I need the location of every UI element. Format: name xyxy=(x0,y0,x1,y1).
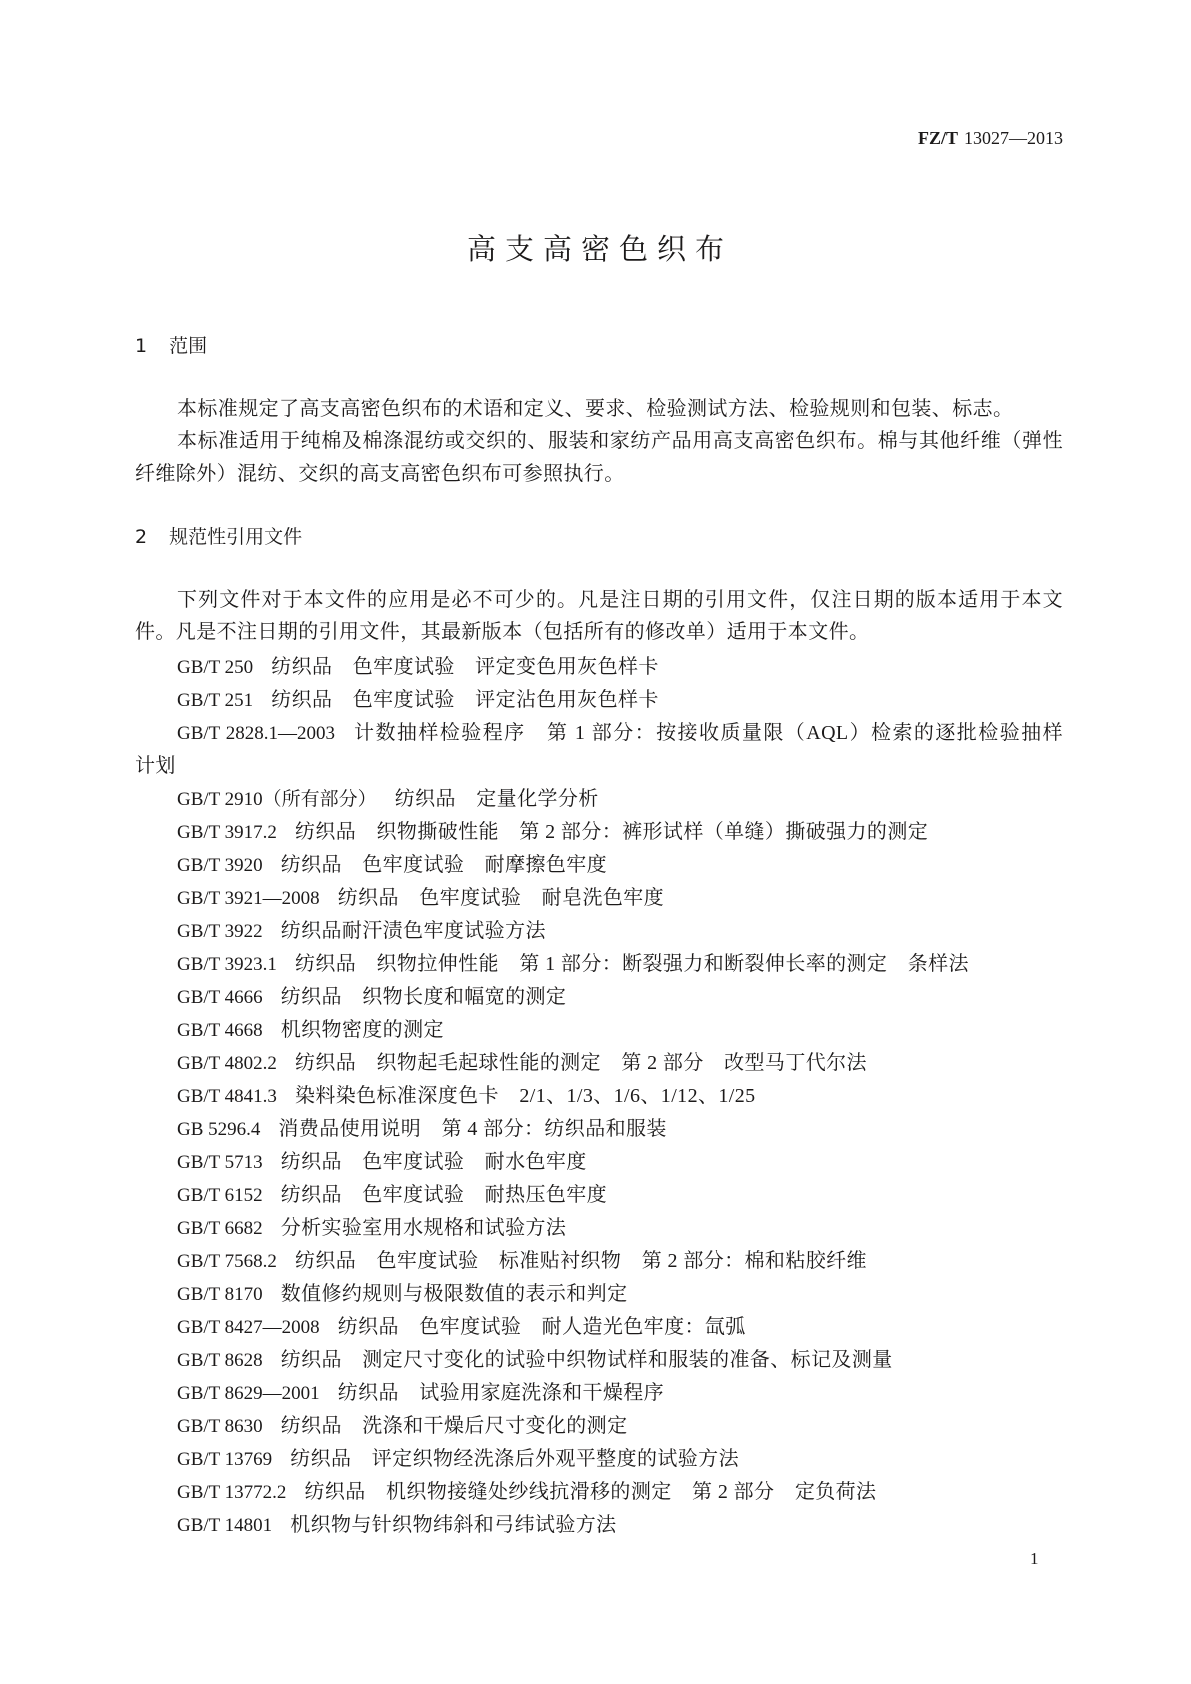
reference-title: 纺织品 色牢度试验 耐人造光色牢度：氙弧 xyxy=(337,1316,746,1338)
reference-code: GB/T 3921—2008 xyxy=(177,888,320,909)
reference-item xyxy=(135,1212,1063,1245)
reference-title: 消费品使用说明 第 4 部分：纺织品和服装 xyxy=(278,1118,667,1140)
page-number: 1 xyxy=(1030,1549,1039,1568)
reference-item xyxy=(135,1113,1063,1146)
standard-code-number: 13027—2013 xyxy=(964,128,1063,148)
reference-code: GB/T 4802.2 xyxy=(177,1053,277,1074)
section-normative-references xyxy=(135,521,1063,649)
reference-title: 纺织品 色牢度试验 标准贴衬织物 第 2 部分：棉和粘胶纤维 xyxy=(294,1250,867,1272)
reference-title: 分析实验室用水规格和试验方法 xyxy=(280,1217,567,1239)
reference-item xyxy=(135,915,1063,948)
reference-title: 染料染色标准深度色卡 2/1、1/3、1/6、1/12、1/25 xyxy=(294,1085,756,1107)
reference-item xyxy=(135,1410,1063,1443)
reference-code: GB/T 14801 xyxy=(177,1515,273,1536)
reference-item xyxy=(135,1014,1063,1047)
reference-item xyxy=(135,882,1063,915)
reference-item xyxy=(135,849,1063,882)
paragraph-line: 件。凡是不注日期的引用文件，其最新版本（包括所有的修改单）适用于本文件。 xyxy=(135,621,870,644)
reference-code: GB/T 8629—2001 xyxy=(177,1383,320,1404)
reference-title: 纺织品 织物起毛起球性能的测定 第 2 部分 改型马丁代尔法 xyxy=(294,1052,867,1074)
reference-title: 纺织品 洗涤和干燥后尺寸变化的测定 xyxy=(280,1415,628,1437)
reference-code: GB/T 3923.1 xyxy=(177,954,277,975)
reference-title: 纺织品 织物拉伸性能 第 1 部分：断裂强力和断裂伸长率的测定 条样法 xyxy=(294,953,969,975)
reference-code: GB/T 6682 xyxy=(177,1218,263,1239)
reference-code: GB/T 3922 xyxy=(177,921,263,942)
section-heading xyxy=(135,521,1063,554)
reference-item xyxy=(135,1476,1063,1509)
reference-code: GB/T 13769 xyxy=(177,1449,273,1470)
paragraph xyxy=(135,393,1063,491)
reference-code: GB/T 8170 xyxy=(177,1284,263,1305)
reference-title: 纺织品 定量化学分析 xyxy=(394,788,599,810)
reference-title: 数值修约规则与极限数值的表示和判定 xyxy=(280,1283,628,1305)
reference-item xyxy=(135,816,1063,849)
reference-title: 计数抽样检验程序 第 1 部分：按接收质量限（AQL）检索的逐批检验抽样 xyxy=(352,722,1063,744)
reference-title: 机织物与针织物纬斜和弓纬试验方法 xyxy=(290,1514,617,1536)
section-number: 2 xyxy=(135,526,148,548)
section-scope xyxy=(135,330,1063,490)
reference-item xyxy=(135,1311,1063,1344)
reference-code: GB/T 2910（所有部分） xyxy=(177,789,377,810)
reference-item xyxy=(135,981,1063,1014)
reference-title: 纺织品 色牢度试验 耐皂洗色牢度 xyxy=(337,887,665,909)
reference-title: 纺织品 色牢度试验 评定变色用灰色样卡 xyxy=(271,656,659,678)
reference-item xyxy=(135,783,1063,816)
paragraph xyxy=(135,584,1063,649)
standard-code-prefix: FZ/T xyxy=(917,128,958,148)
reference-title-continuation: 计划 xyxy=(135,755,176,777)
reference-code: GB/T 8628 xyxy=(177,1350,263,1371)
reference-title: 纺织品 织物长度和幅宽的测定 xyxy=(280,986,567,1008)
reference-code: GB/T 8630 xyxy=(177,1416,263,1437)
reference-code: GB/T 3920 xyxy=(177,855,263,876)
reference-item xyxy=(135,717,1063,750)
reference-code: GB/T 13772.2 xyxy=(177,1482,287,1503)
reference-title: 纺织品 测定尺寸变化的试验中织物试样和服装的准备、标记及测量 xyxy=(280,1349,893,1371)
reference-item xyxy=(135,1377,1063,1410)
reference-title: 机织物密度的测定 xyxy=(280,1019,444,1041)
reference-code: GB 5296.4 xyxy=(177,1119,261,1140)
reference-title: 纺织品 评定织物经洗涤后外观平整度的试验方法 xyxy=(290,1448,739,1470)
reference-list xyxy=(135,651,1063,1542)
reference-code: GB/T 251 xyxy=(177,690,254,711)
paragraph-line: 本标准规定了高支高密色织布的术语和定义、要求、检验测试方法、检验规则和包装、标志。 xyxy=(177,397,1014,420)
reference-item xyxy=(135,1179,1063,1212)
paragraph-line: 下列文件对于本文件的应用是必不可少的。凡是注日期的引用文件，仅注日期的版本适用于本文 xyxy=(177,588,1063,611)
reference-item xyxy=(135,1278,1063,1311)
reference-title: 纺织品 色牢度试验 评定沾色用灰色样卡 xyxy=(271,689,659,711)
section-heading xyxy=(135,330,1063,363)
reference-item xyxy=(135,1509,1063,1542)
reference-title: 纺织品 色牢度试验 耐热压色牢度 xyxy=(280,1184,608,1206)
reference-item xyxy=(135,1146,1063,1179)
reference-code: GB/T 2828.1—2003 xyxy=(177,723,335,744)
reference-item xyxy=(135,948,1063,981)
reference-code: GB/T 5713 xyxy=(177,1152,263,1173)
reference-item xyxy=(135,684,1063,717)
reference-title: 纺织品 色牢度试验 耐水色牢度 xyxy=(280,1151,587,1173)
section-title: 规范性引用文件 xyxy=(169,526,303,548)
paragraph-line: 纤维除外）混纺、交织的高支高密色织布可参照执行。 xyxy=(135,462,625,485)
reference-item xyxy=(135,1245,1063,1278)
reference-code: GB/T 6152 xyxy=(177,1185,263,1206)
reference-item xyxy=(135,1080,1063,1113)
reference-title: 纺织品 织物撕破性能 第 2 部分：裤形试样（单缝）撕破强力的测定 xyxy=(294,821,929,843)
reference-code: GB/T 4668 xyxy=(177,1020,263,1041)
reference-item xyxy=(135,1344,1063,1377)
reference-item xyxy=(135,1047,1063,1080)
reference-item xyxy=(135,651,1063,684)
reference-code: GB/T 8427—2008 xyxy=(177,1317,320,1338)
reference-title: 纺织品 色牢度试验 耐摩擦色牢度 xyxy=(280,854,608,876)
reference-code: GB/T 4841.3 xyxy=(177,1086,277,1107)
reference-title: 纺织品耐汗渍色牢度试验方法 xyxy=(280,920,546,942)
reference-code: GB/T 7568.2 xyxy=(177,1251,277,1272)
reference-code: GB/T 3917.2 xyxy=(177,822,277,843)
reference-code: GB/T 4666 xyxy=(177,987,263,1008)
section-title: 范围 xyxy=(169,335,208,357)
reference-title: 纺织品 试验用家庭洗涤和干燥程序 xyxy=(337,1382,665,1404)
document-title: 高支高密色织布 xyxy=(466,232,733,266)
standard-code-header xyxy=(918,127,1063,149)
paragraph-line: 本标准适用于纯棉及棉涤混纺或交织的、服装和家纺产品用高支高密色织布。棉与其他纤维（弹性 xyxy=(177,430,1063,453)
reference-title: 纺织品 机织物接缝处纱线抗滑移的测定 第 2 部分 定负荷法 xyxy=(304,1481,877,1503)
section-number: 1 xyxy=(135,335,148,357)
reference-item xyxy=(135,1443,1063,1476)
reference-code: GB/T 250 xyxy=(177,657,254,678)
